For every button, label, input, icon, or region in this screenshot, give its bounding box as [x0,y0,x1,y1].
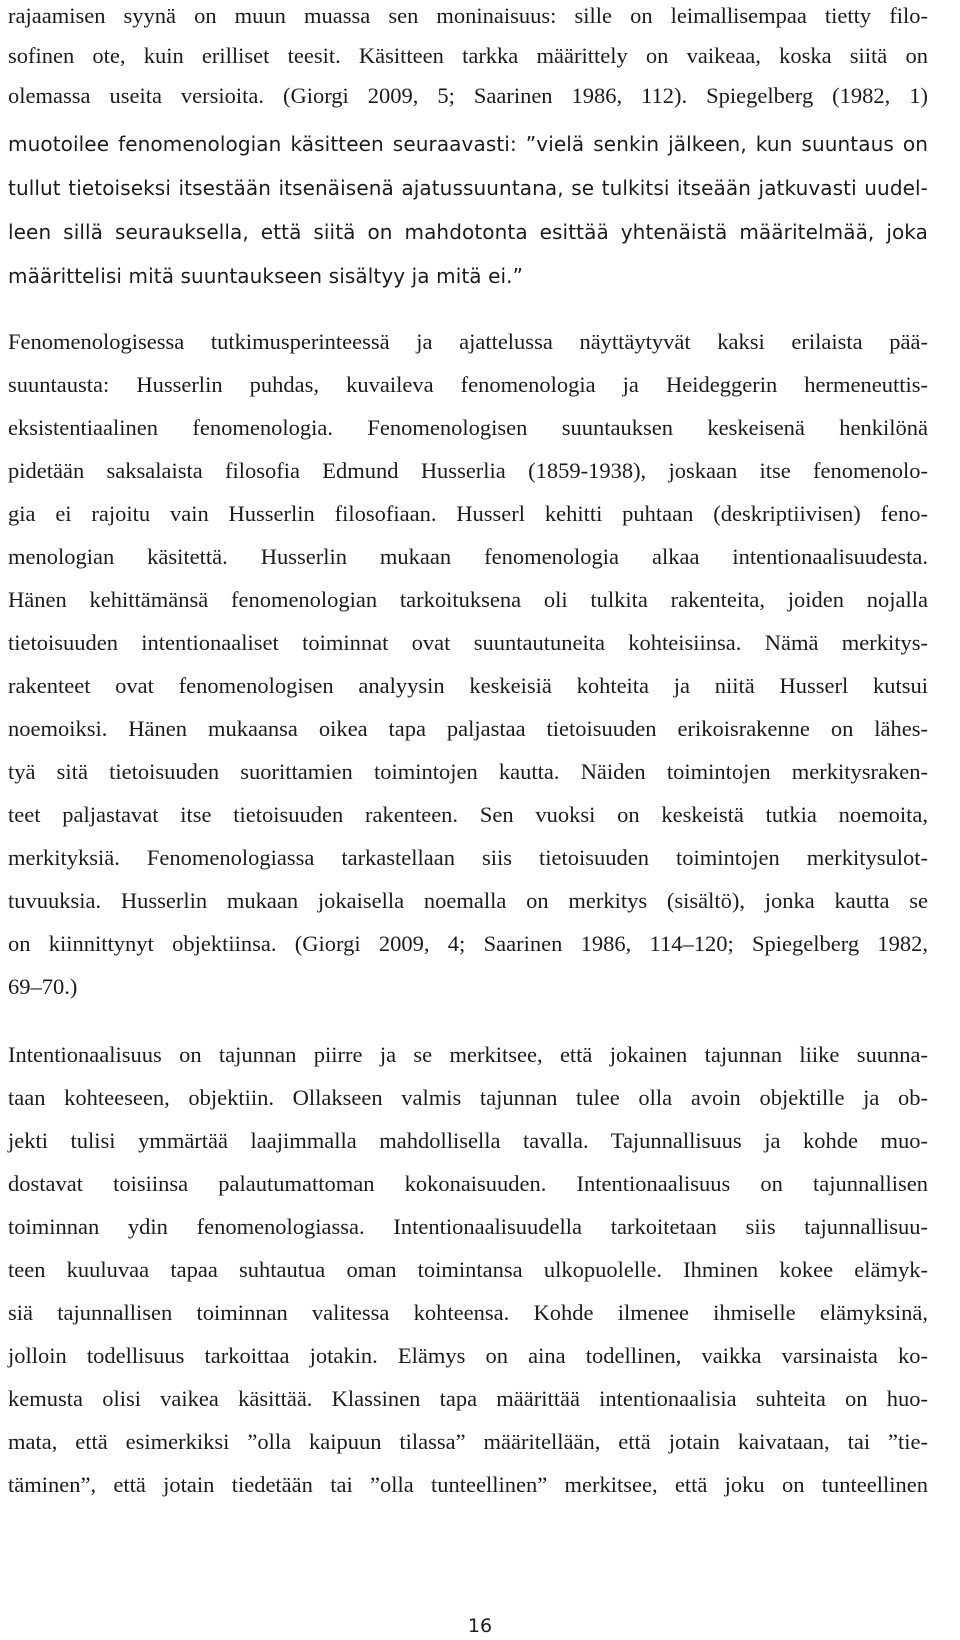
text-line: eksistentiaalinen fenomenologia. Fenomenologisen suuntauksen keskeisenä henkilönä [8,415,928,440]
text-line: jekti tulisi ymmärtää laajimmalla mahdollisella tavalla. Tajunnallisuus ja kohde muo- [8,1128,928,1153]
text-line: Intentionaalisuus on tajunnan piirre ja se merkitsee, että jokainen tajunnan liike suunna- [8,1042,928,1067]
text-line: kemusta olisi vaikea käsittää. Klassinen tapa määrittää intentionaalisia suhteita on huo- [8,1386,928,1411]
text-line: teen kuuluvaa tapaa suhtautua oman toimintansa ulkopuolelle. Ihminen kokee elämyk- [8,1257,928,1282]
text-line: menologian käsitettä. Husserlin mukaan fenomenologia alkaa intentionaalisuudesta. [8,544,928,569]
text-line: rajaamisen syynä on muun muassa sen moninaisuus: sille on leimallisempaa tietty filo- [8,3,928,28]
text-line: jolloin todellisuus tarkoittaa jotakin. Elämys on aina todellinen, vaikka varsinaista ko- [8,1343,928,1368]
page-number: 16 [467,1615,493,1637]
text-line: mata, että esimerkiksi ”olla kaipuun tilassa” määritellään, että jotain kaivataan, tai ”tie- [8,1429,928,1454]
text-line: tullut tietoiseksi itsestään itsenäisenä ajatussuuntana, se tulkitsi itseään jatkuvasti uudel- [8,176,928,200]
text-line: Hänen kehittämänsä fenomenologian tarkoituksena oli tulkita rakenteita, joiden nojalla [8,587,928,612]
text-line: määrittelisi mitä suuntaukseen sisältyy ja mitä ei.” [8,264,524,288]
text-line: rakenteet ovat fenomenologisen analyysin keskeisiä kohteita ja niitä Husserl kutsui [8,673,928,698]
text-line: toiminnan ydin fenomenologiassa. Intentionaalisuudella tarkoitetaan siis tajunnallisuu- [8,1214,928,1239]
text-line: dostavat toisiinsa palautumattoman kokonaisuuden. Intentionaalisuus on tajunnallisen [8,1171,928,1196]
text-line: tyä sitä tietoisuuden suorittamien toimintojen kautta. Näiden toimintojen merkitysraken- [8,759,928,784]
text-line: suuntausta: Husserlin puhdas, kuvaileva fenomenologia ja Heideggerin hermeneuttis- [8,372,928,397]
text-line: tuvuuksia. Husserlin mukaan jokaisella noemalla on merkitys (sisältö), jonka kautta se [8,888,928,913]
text-line: pidetään saksalaista filosofia Edmund Husserlia (1859-1938), joskaan itse fenomenolo- [8,458,928,483]
text-line: teet paljastavat itse tietoisuuden rakenteen. Sen vuoksi on keskeistä tutkia noemoita, [8,802,928,827]
text-line: taan kohteeseen, objektiin. Ollakseen valmis tajunnan tulee olla avoin objektille ja ob- [8,1085,928,1110]
text-line: sofinen ote, kuin erilliset teesit. Käsitteen tarkka määrittely on vaikeaa, koska siitä on [8,43,928,68]
text-line: noemoiksi. Hänen mukaansa oikea tapa paljastaa tietoisuuden erikoisrakenne on lähes- [8,716,928,741]
text-line: Fenomenologisessa tutkimusperinteessä ja ajattelussa näyttäytyvät kaksi erilaista pää- [8,329,928,354]
text-line: siä tajunnallisen toiminnan valitessa kohteensa. Kohde ilmenee ihmiselle elämyksinä, [8,1300,928,1325]
text-line: täminen”, että jotain tiedetään tai ”olla tunteellinen” merkitsee, että joku on tunteellinen [8,1472,928,1497]
text-line: merkityksiä. Fenomenologiassa tarkastellaan siis tietoisuuden toimintojen merkitysulot- [8,845,928,870]
text-line: olemassa useita versioita. (Giorgi 2009, 5; Saarinen 1986, 112). Spiegelberg (1982, 1) [8,83,928,108]
text-line: tietoisuuden intentionaaliset toiminnat ovat suuntautuneita kohteisiinsa. Nämä merkitys- [8,630,928,655]
text-line: gia ei rajoitu vain Husserlin filosofiaan. Husserl kehitti puhtaan (deskriptiivisen) feno- [8,501,928,526]
text-line: on kiinnittynyt objektiinsa. (Giorgi 2009, 4; Saarinen 1986, 114–120; Spiegelberg 1982, [8,931,928,956]
text-line: 69–70.) [8,974,78,999]
text-line: muotoilee fenomenologian käsitteen seuraavasti: ”vielä senkin jälkeen, kun suuntaus on [8,132,928,156]
text-line: leen sillä seurauksella, että siitä on mahdotonta esittää yhtenäistä määritelmää, joka [8,220,928,244]
